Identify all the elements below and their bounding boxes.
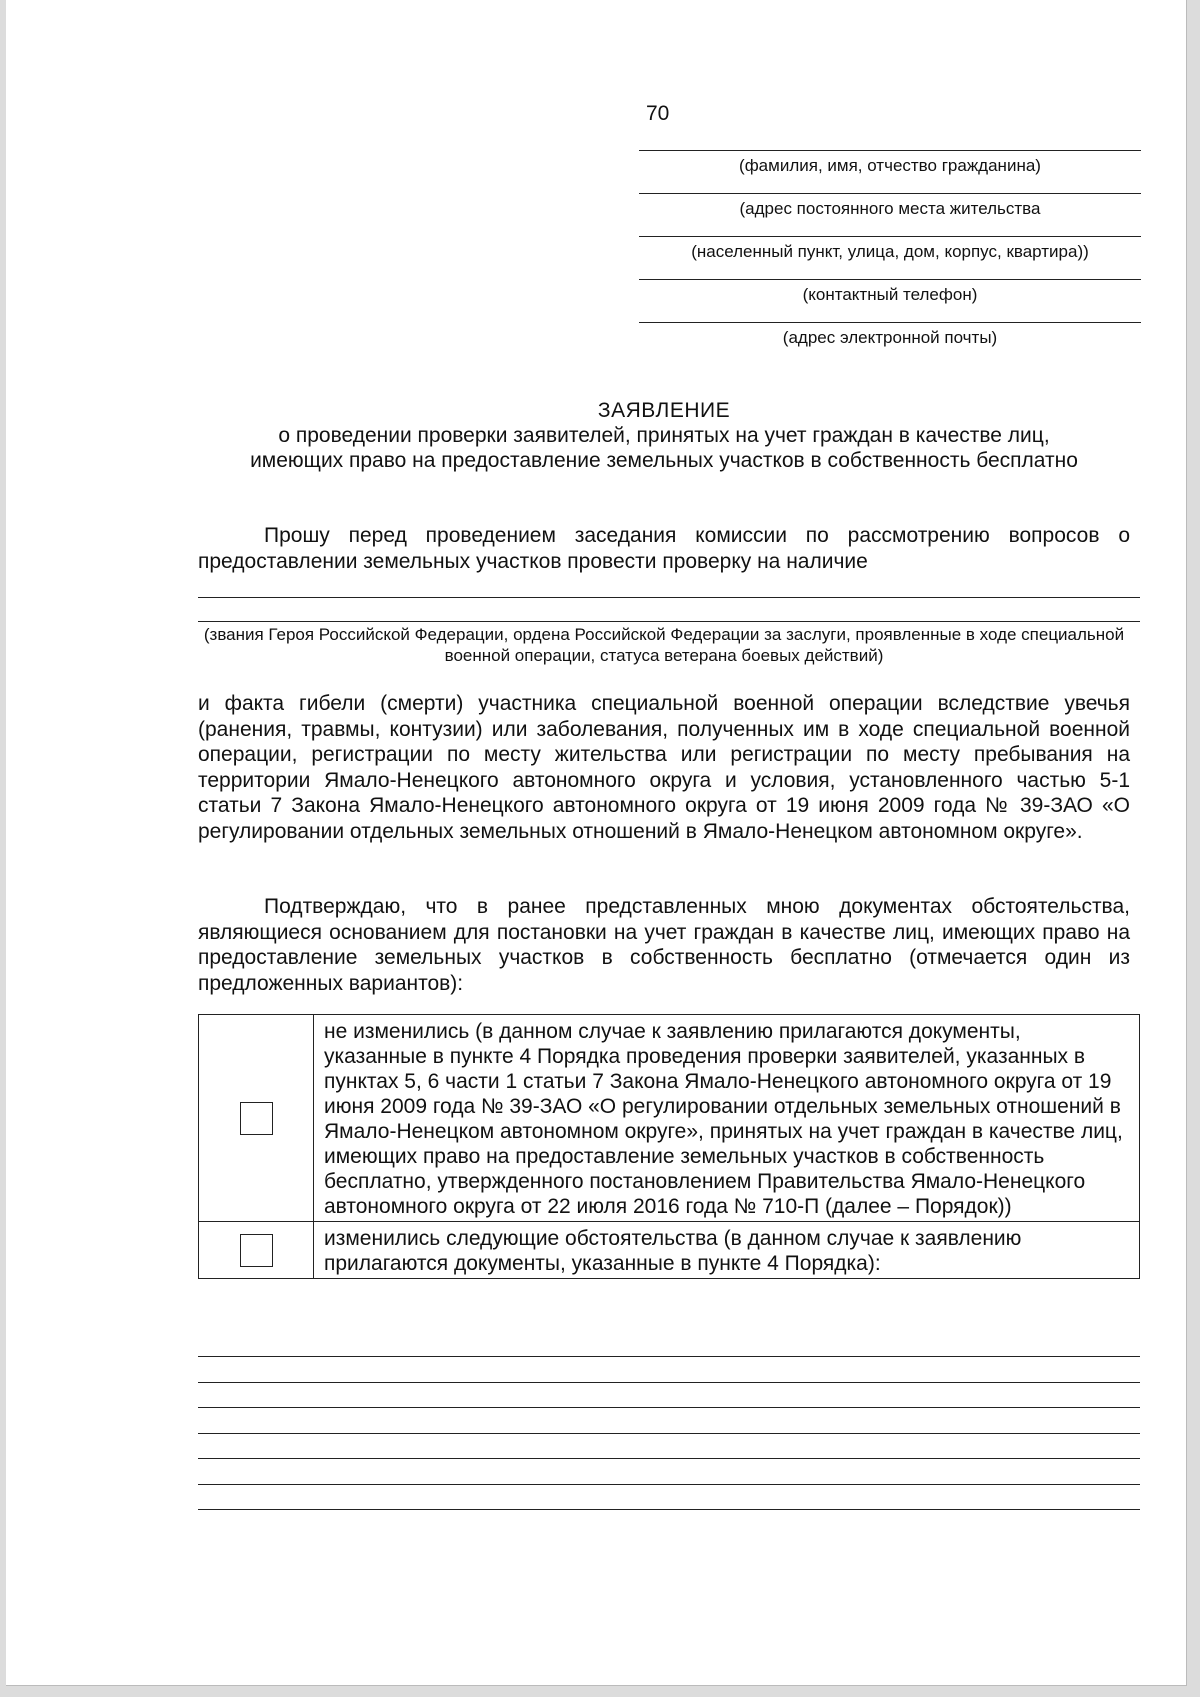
applicant-name-field[interactable] — [639, 150, 1141, 193]
page-number: 70 — [646, 102, 670, 125]
option-text-unchanged: не изменились (в данном случае к заявлению прилагаются документы, указанные в пункте 4 Порядка проведения проверки заявителей, указанных в пунктах 5, 6 части 1 статьи 7 Закона Ямало-Ненецкого автономного округа от 19 июня 2009 года № 39-ЗАО «О регулировании отдельных земельных отношений в Ямало-Ненецком автономном округе», принятых на учет граждан в качестве лиц, имеющих право на предоставление земельных участков в собственность бесплатно, утвержденного постановлением Правительства Ямало-Ненецкого автономного округа от 22 июля 2016 года № 710-П (далее – Порядок)) — [314, 1015, 1140, 1222]
field-caption: (фамилия, имя, отчество гражданина) — [739, 156, 1041, 175]
option-row-changed — [199, 1222, 1140, 1279]
options-table — [198, 1014, 1140, 1279]
option-row-unchanged — [199, 1015, 1140, 1222]
field-caption: (адрес электронной почты) — [782, 328, 998, 347]
title-heading: ЗАЯВЛЕНИЕ — [597, 399, 731, 422]
field-caption: (контактный телефон) — [802, 285, 978, 304]
applicant-address-detail-field[interactable] — [639, 236, 1141, 279]
request-paragraph: Прошу перед проведением заседания комиссии по рассмотрению вопросов о предоставлении земельных участков провести проверку на наличие — [198, 524, 1130, 573]
field-caption: (адрес постоянного места жительства — [739, 199, 1041, 218]
changed-checkbox[interactable] — [240, 1234, 273, 1267]
status-caption: (звания Героя Российской Федерации, ордена Российской Федерации за заслуги, проявленные в ходе специальной военной операции, статуса ветерана боевых действий) — [203, 625, 1125, 665]
unchanged-checkbox[interactable] — [240, 1102, 273, 1135]
fill-in-line — [639, 236, 1141, 237]
fill-in-line — [639, 193, 1141, 194]
applicant-address-field[interactable] — [639, 193, 1141, 236]
blank-line[interactable] — [198, 1458, 1140, 1459]
blank-line[interactable] — [198, 1356, 1140, 1357]
fill-in-line — [639, 279, 1141, 280]
fill-in-line — [639, 322, 1141, 323]
status-fill-in-line-1[interactable] — [198, 597, 1140, 598]
field-caption: (населенный пункт, улица, дом, корпус, квартира)) — [691, 242, 1089, 261]
option-text-changed: изменились следующие обстоятельства (в данном случае к заявлению прилагаются документы, указанные в пункте 4 Порядка): — [314, 1222, 1140, 1279]
checkbox-cell — [199, 1015, 314, 1222]
confirm-paragraph: Подтверждаю, что в ранее представленных мною документах обстоятельства, являющиеся основанием для постановки на учет граждан в качестве лиц, имеющих право на предоставление земельных участков в собственность бесплатно (отмечается один из предложенных вариантов): — [198, 895, 1130, 995]
blank-line[interactable] — [198, 1433, 1140, 1434]
document-title — [196, 398, 1132, 473]
blank-line[interactable] — [198, 1509, 1140, 1510]
blank-line[interactable] — [198, 1407, 1140, 1408]
applicant-details-block — [639, 150, 1141, 365]
applicant-email-field[interactable] — [639, 322, 1141, 365]
facts-paragraph: и факта гибели (смерти) участника специальной военной операции вследствие увечья (ранения, травмы, контузии) или заболевания, полученных им в ходе специальной военной операции, регистрации по месту жительства или регистрации по месту пребывания на территории Ямало-Ненецкого автономного округа и условия, установленного частью 5-1 статьи 7 Закона Ямало-Ненецкого автономного округа от 19 июня 2009 года № 39-ЗАО «О регулировании отдельных земельных отношений в Ямало-Ненецком автономном округе». — [198, 692, 1130, 843]
checkbox-cell — [199, 1222, 314, 1279]
title-line-2: имеющих право на предоставление земельных участков в собственность бесплатно — [250, 449, 1078, 472]
changed-details-lines — [198, 1356, 1140, 1535]
fill-in-line — [639, 150, 1141, 151]
document-page — [6, 0, 1187, 1686]
blank-line[interactable] — [198, 1382, 1140, 1383]
title-line-1: о проведении проверки заявителей, принятых на учет граждан в качестве лиц, — [278, 424, 1050, 447]
status-fill-in-line-2[interactable] — [198, 621, 1140, 622]
blank-line[interactable] — [198, 1484, 1140, 1485]
applicant-phone-field[interactable] — [639, 279, 1141, 322]
